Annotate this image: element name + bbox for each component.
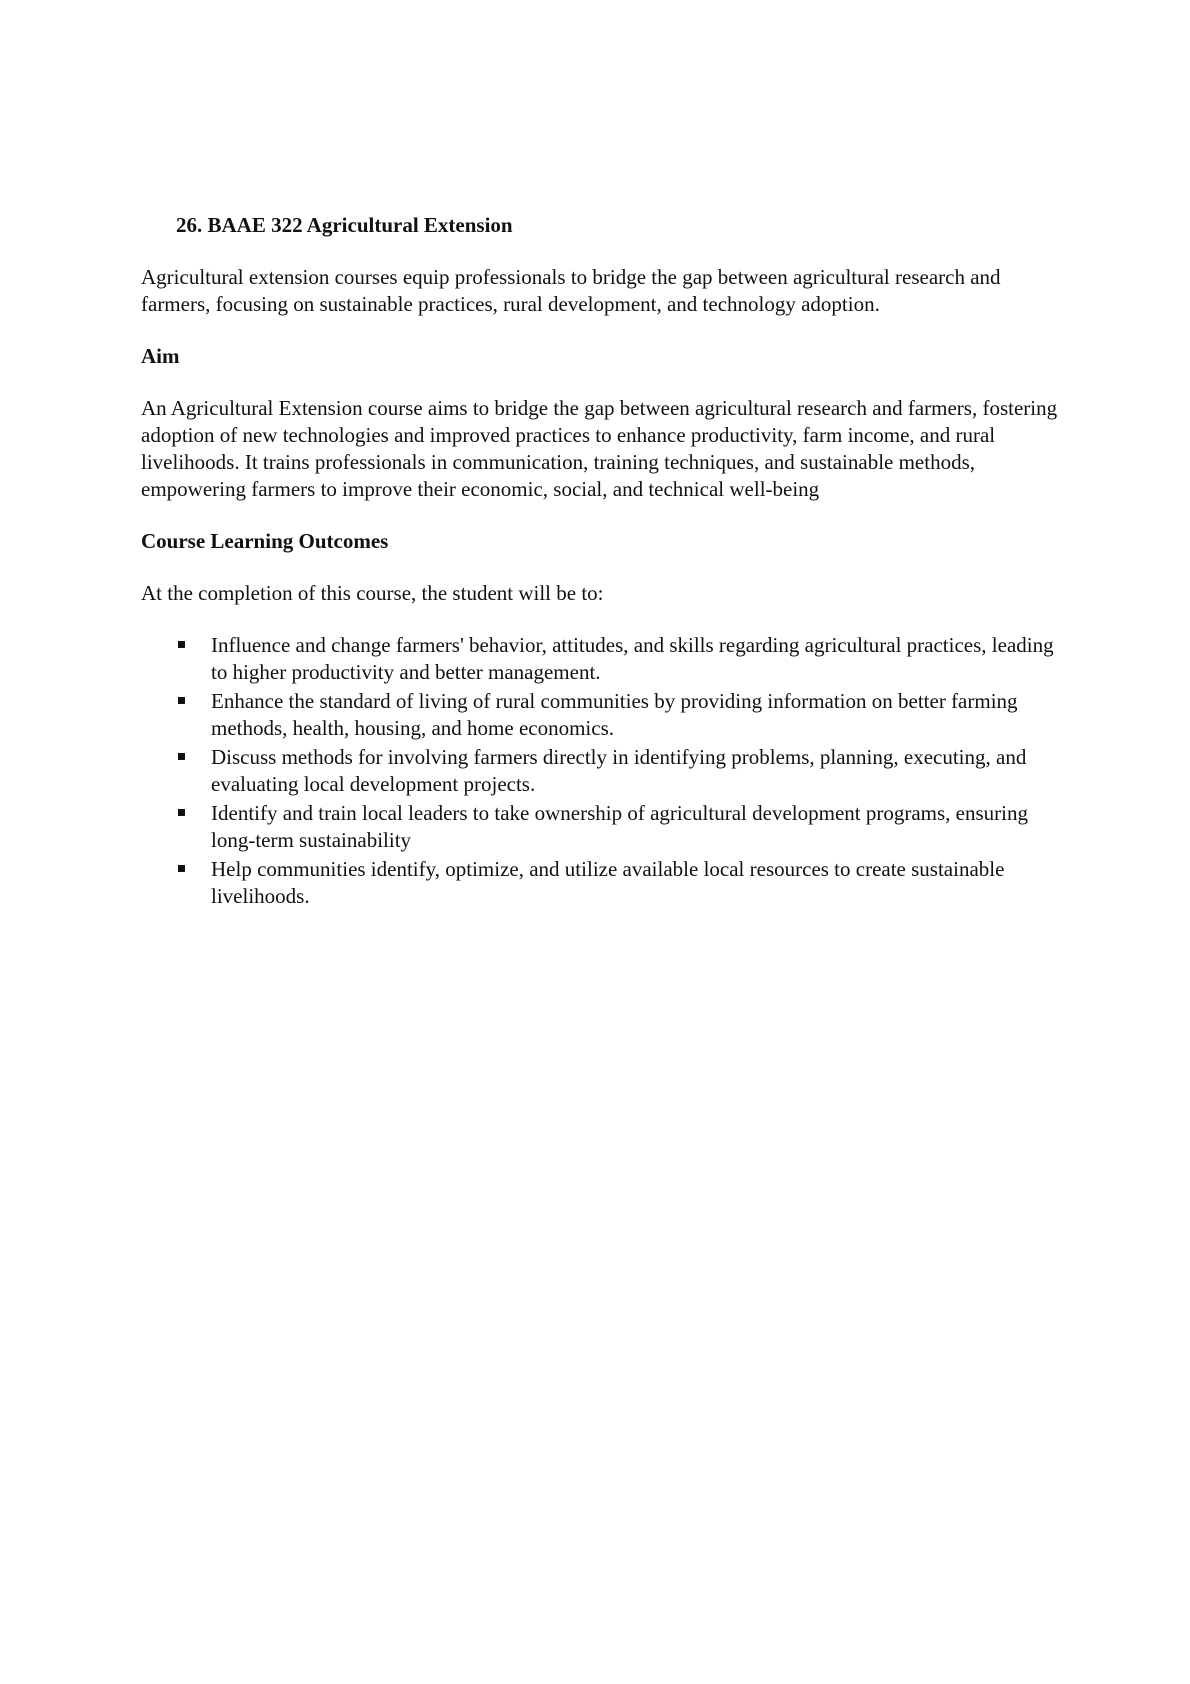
aim-heading: Aim — [141, 344, 180, 368]
list-item — [141, 632, 1061, 686]
list-item-text: Help communities identify, optimize, and utilize available local resources to create sustainable livelihoods. — [211, 857, 1005, 908]
list-item-text: Influence and change farmers' behavior, attitudes, and skills regarding agricultural practices, leading to higher productivity and better management. — [211, 633, 1054, 684]
list-item-text: Enhance the standard of living of rural communities by providing information on better farming methods, health, housing, and home economics. — [211, 689, 1018, 740]
list-item-text: Discuss methods for involving farmers directly in identifying problems, planning, executing, and evaluating local development projects. — [211, 745, 1027, 796]
square-bullet-icon — [178, 753, 185, 760]
outcomes-list — [141, 632, 1061, 910]
list-item — [141, 856, 1061, 910]
list-item — [141, 688, 1061, 742]
outcomes-heading: Course Learning Outcomes — [141, 529, 389, 553]
square-bullet-icon — [178, 641, 185, 648]
intro-paragraph: Agricultural extension courses equip professionals to bridge the gap between agricultural research and farmers, focusing on sustainable practices, rural development, and technology adoption. — [141, 265, 1001, 316]
square-bullet-icon — [178, 809, 185, 816]
list-item — [141, 744, 1061, 798]
aim-paragraph: An Agricultural Extension course aims to bridge the gap between agricultural research and farmers, fostering adoption of new technologies and improved practices to enhance productivity, farm income, and rural livelihoods. It trains professionals in communication, training techniques, and sustainable methods, empowering farmers to improve their economic, social, and technical well-being — [141, 396, 1058, 501]
outcomes-lead: At the completion of this course, the student will be to: — [141, 581, 604, 605]
square-bullet-icon — [178, 697, 185, 704]
square-bullet-icon — [178, 865, 185, 872]
list-item — [141, 800, 1061, 854]
course-title: 26. BAAE 322 Agricultural Extension — [176, 213, 513, 237]
list-item-text: Identify and train local leaders to take ownership of agricultural development programs, ensuring long-term sustainability — [211, 801, 1028, 852]
document-content — [141, 212, 1061, 912]
